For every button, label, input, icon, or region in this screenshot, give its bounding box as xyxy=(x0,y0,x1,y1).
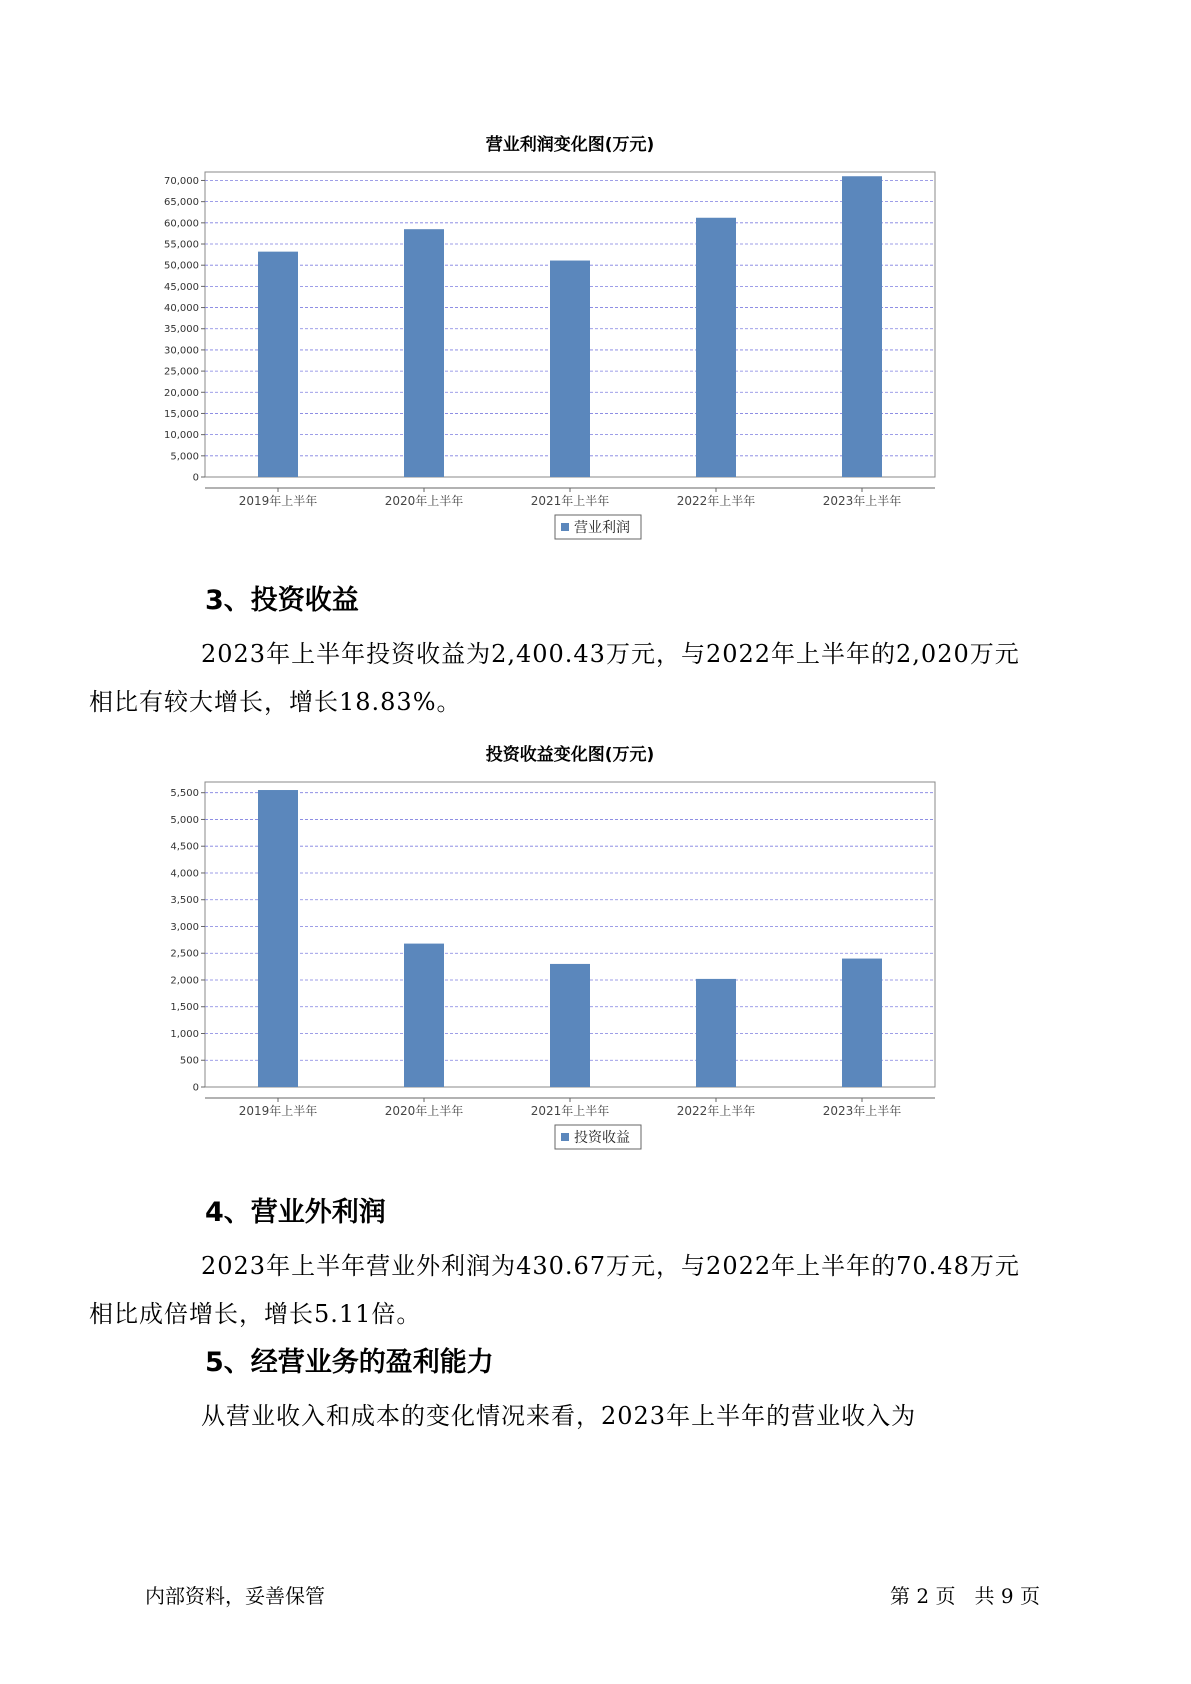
section-5-line-1: 从营业收入和成本的变化情况来看，2023年上半年的营业收入为 xyxy=(201,1402,917,1430)
x-tick-label: 2023年上半年 xyxy=(822,494,902,508)
y-tick-label: 0 xyxy=(192,1082,199,1094)
y-tick-label: 10,000 xyxy=(164,430,199,442)
y-tick-label: 70,000 xyxy=(164,175,199,187)
y-tick-label: 5,000 xyxy=(170,814,199,826)
legend-label: 营业利润 xyxy=(574,520,630,536)
y-tick-label: 0 xyxy=(192,472,199,484)
y-tick-label: 30,000 xyxy=(164,345,199,357)
y-tick-label: 15,000 xyxy=(164,408,199,420)
bar xyxy=(258,252,298,477)
x-tick-label: 2019年上半年 xyxy=(238,1104,318,1118)
x-tick-label: 2023年上半年 xyxy=(822,1104,902,1118)
chart-title: 营业利润变化图(万元) xyxy=(485,135,655,155)
bar xyxy=(550,261,590,477)
bar xyxy=(258,790,298,1087)
y-tick-label: 45,000 xyxy=(164,281,199,293)
y-tick-label: 60,000 xyxy=(164,218,199,230)
bar xyxy=(842,176,882,477)
y-tick-label: 5,000 xyxy=(170,451,199,463)
bar xyxy=(842,959,882,1087)
y-tick-label: 25,000 xyxy=(164,366,199,378)
footer-confidential-note: 内部资料，妥善保管 xyxy=(145,1584,325,1608)
y-tick-label: 20,000 xyxy=(164,387,199,399)
y-tick-label: 50,000 xyxy=(164,260,199,272)
section-5-paragraph xyxy=(145,1392,1065,1440)
y-tick-label: 55,000 xyxy=(164,239,199,251)
legend-label: 投资收益 xyxy=(574,1130,630,1146)
section-3-paragraph xyxy=(89,630,1065,726)
operating-profit-chart-svg xyxy=(160,130,1030,550)
y-tick-label: 2,500 xyxy=(170,948,199,960)
bar xyxy=(550,964,590,1087)
x-tick-label: 2020年上半年 xyxy=(384,1104,464,1118)
chart-title: 投资收益变化图(万元) xyxy=(485,745,655,765)
y-tick-label: 4,500 xyxy=(170,841,199,853)
bar xyxy=(696,218,736,477)
bar xyxy=(404,229,444,477)
legend-swatch xyxy=(561,1133,569,1141)
section-5-heading: 5、经营业务的盈利能力 xyxy=(205,1347,494,1378)
y-tick-label: 500 xyxy=(179,1055,199,1067)
investment-income-chart-svg xyxy=(160,740,1030,1160)
bar xyxy=(696,979,736,1087)
section-3-line-2: 相比有较大增长，增长18.83%。 xyxy=(89,688,462,716)
x-tick-label: 2021年上半年 xyxy=(530,1104,610,1118)
y-tick-label: 3,000 xyxy=(170,921,199,933)
section-3-line-1: 2023年上半年投资收益为2,400.43万元，与2022年上半年的2,020万元 xyxy=(201,640,1020,668)
x-tick-label: 2021年上半年 xyxy=(530,494,610,508)
section-4-paragraph xyxy=(89,1242,1065,1338)
section-4-heading: 4、营业外利润 xyxy=(205,1197,386,1228)
investment-income-chart xyxy=(160,740,1030,1160)
y-tick-label: 3,500 xyxy=(170,895,199,907)
y-tick-label: 1,000 xyxy=(170,1028,199,1040)
y-tick-label: 5,500 xyxy=(170,788,199,800)
legend-swatch xyxy=(561,523,569,531)
section-4-line-1: 2023年上半年营业外利润为430.67万元，与2022年上半年的70.48万元 xyxy=(201,1252,1020,1280)
y-tick-label: 40,000 xyxy=(164,303,199,315)
section-4-line-2: 相比成倍增长，增长5.11倍。 xyxy=(89,1300,422,1328)
y-tick-label: 4,000 xyxy=(170,868,199,880)
y-tick-label: 2,000 xyxy=(170,975,199,987)
x-tick-label: 2019年上半年 xyxy=(238,494,318,508)
x-tick-label: 2022年上半年 xyxy=(676,494,756,508)
y-tick-label: 1,500 xyxy=(170,1002,199,1014)
section-3-heading: 3、投资收益 xyxy=(205,585,359,616)
y-tick-label: 65,000 xyxy=(164,197,199,209)
x-tick-label: 2022年上半年 xyxy=(676,1104,756,1118)
x-tick-label: 2020年上半年 xyxy=(384,494,464,508)
operating-profit-chart xyxy=(160,130,1030,550)
bar xyxy=(404,944,444,1087)
footer-page-number: 第 2 页 共 9 页 xyxy=(890,1584,1040,1608)
y-tick-label: 35,000 xyxy=(164,324,199,336)
